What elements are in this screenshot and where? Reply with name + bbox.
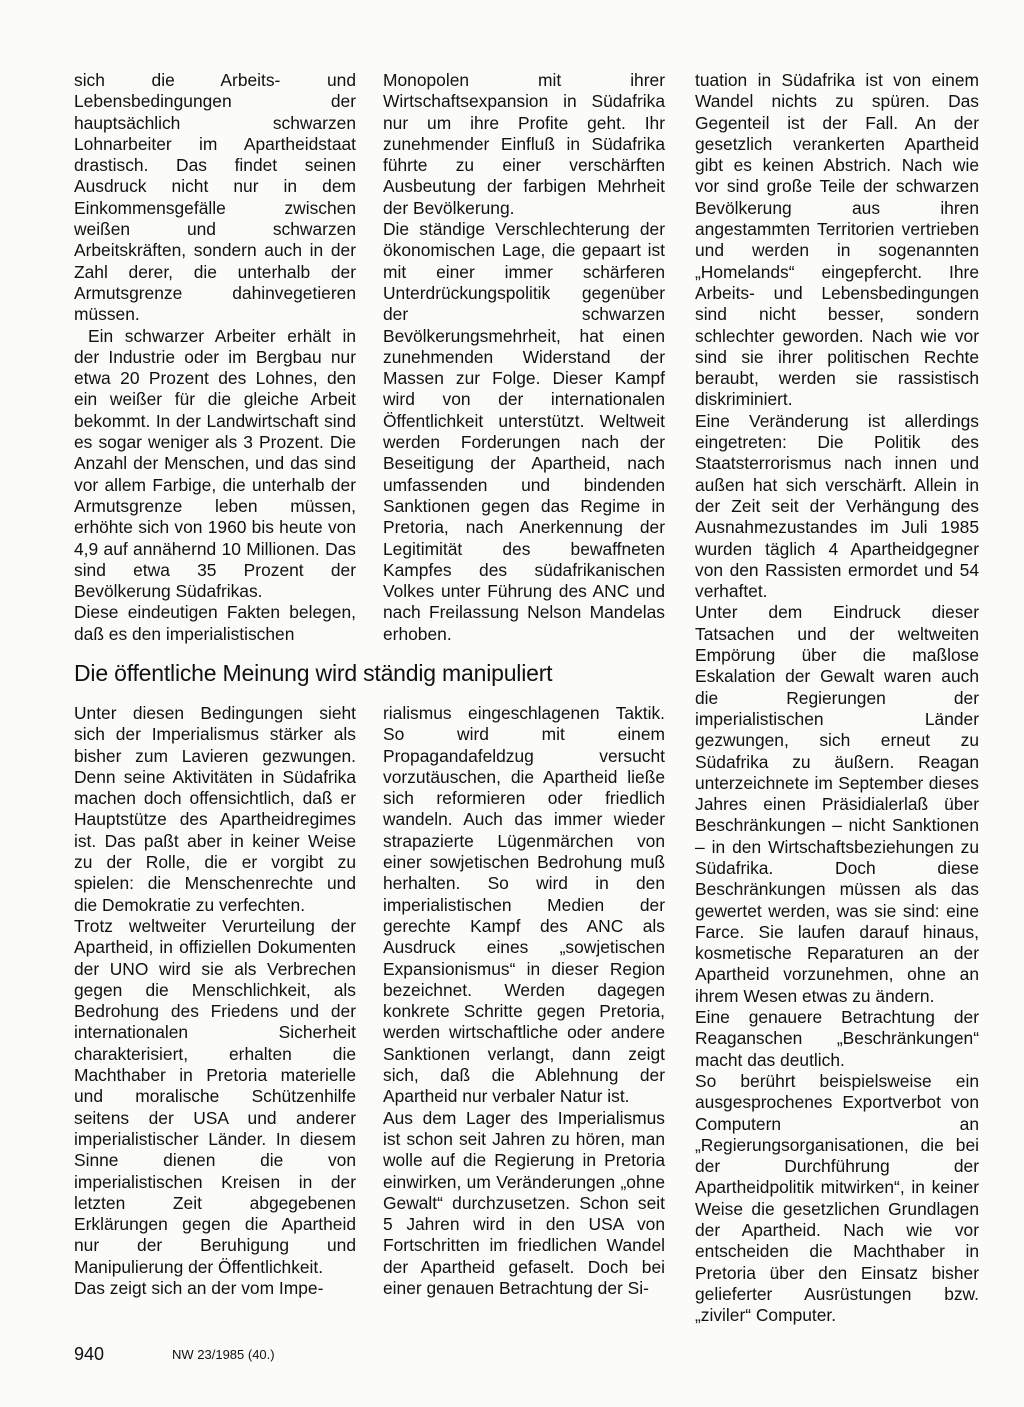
paragraph: rialismus eingeschlagenen Taktik. So wird mit einem Propagandafeldzug versucht vorzutäuschen, die Apartheid ließe sich reformieren oder friedlich wandeln. Auch das immer wieder strapazierte Lügenmärchen von einer sowjetischen Bedrohung muß herhalten. So wird in den imperialistischen Medien der gerechte Kampf des ANC als Ausdruck eines „sowjetischen Expansionismus“ in dieser Region bezeichnet. Werden dagegen konkrete Schritte gegen Pretoria, werden wirtschaftliche oder andere Sanktionen verlangt, dann zeigt sich, daß die Ablehnung der Apartheid nur verbaler Natur ist. — [383, 703, 665, 1107]
column-1-upper — [74, 70, 356, 645]
paragraph: Eine genauere Betrachtung der Reaganschen „Beschränkungen“ macht das deutlich. — [695, 1007, 979, 1070]
paragraph: Das zeigt sich an der vom Impe- — [74, 1278, 324, 1299]
paragraph: Diese eindeutigen Fakten belegen, daß es den imperialistischen — [74, 602, 356, 644]
paragraph: Unter dem Eindruck dieser Tatsachen und der weltweiten Empörung über die maßlose Eskalation der Gewalt waren auch die Regierungen der imperialistischen Länder gezwungen, sich erneut zu Südafrika zu äußern. Reagan unterzeichnete im September dieses Jahres einen Präsidialerlaß über Beschränkungen – nicht Sanktionen – in den Wirtschaftsbeziehungen zu Südafrika. Doch diese Beschränkungen müssen als das gewertet werden, was sie sind: eine Farce. Sie laufen darauf hinaus, kosmetische Reparaturen an der Apartheid vorzunehmen, ohne an ihrem Wesen etwas zu ändern. — [695, 602, 979, 1006]
column-1-lower — [74, 703, 356, 1299]
column-2-lower — [383, 703, 665, 1299]
paragraph: Eine Veränderung ist allerdings eingetreten: Die Politik des Staatsterrorismus nach innen und außen hat sich verschärft. Allein in der Zeit seit der Verhängung des Ausnahmezustandes im Juli 1985 wurden täglich 4 Apartheidgegner von den Rassisten ermordet und 54 verhaftet. — [695, 410, 979, 602]
column-2-upper — [383, 70, 665, 645]
paragraph: Monopolen mit ihrer Wirtschaftsexpansion in Südafrika nur um ihre Profite geht. Ihr zunehmender Einfluß in Südafrika führte zu einer verschärften Ausbeutung der farbigen Mehrheit der Bevölkerung. — [383, 70, 665, 218]
paragraph: Unter diesen Bedingungen sieht sich der Imperialismus stärker als bisher zum Lavieren gezwungen. Denn seine Aktivitäten in Südafrika machen doch offensichtlich, daß er Hauptstütze des Apartheidregimes ist. Das paßt aber in keiner Weise zu der Rolle, die er vorgibt zu spielen: die Menschenrechte und die Demokratie zu verfechten. — [74, 703, 356, 915]
paragraph: Trotz weltweiter Verurteilung der Apartheid, in offiziellen Dokumenten der UNO wird sie als Verbrechen gegen die Menschlichkeit, als Bedrohung des Friedens und der internationalen Sicherheit charakterisiert, erhalten die Machthaber in Pretoria materielle und moralische Schützenhilfe seitens der USA und anderer imperialistischer Länder. In diesem Sinne dienen die von imperialistischen Kreisen in der letzten Zeit abgegebenen Erklärungen gegen die Apartheid nur der Beruhigung und Manipulierung der Öffentlichkeit. — [74, 915, 356, 1277]
paragraph: Aus dem Lager des Imperialismus ist schon seit Jahren zu hören, man wolle auf die Regierung in Pretoria einwirken, um Veränderungen „ohne Gewalt“ durchzusetzen. Schon seit 5 Jahren wird in den USA von Fortschritten im friedlichen Wandel der Apartheid gefaselt. Doch bei einer genauen Betrachtung der Si- — [383, 1107, 665, 1299]
paragraph: Die ständige Verschlechterung der ökonomischen Lage, die gepaart ist mit einer immer schärferen Unterdrückungspolitik gegenüber der schwarzen Bevölkerungsmehrheit, hat einen zunehmenden Widerstand der Massen zur Folge. Dieser Kampf wird von der internationalen Öffentlichkeit unterstützt. Weltweit werden Forderungen nach der Beseitigung der Apartheid, nach umfassenden und bindenden Sanktionen gegen das Regime in Pretoria, nach Anerkennung der Legitimität des bewaffneten Kampfes des südafrikanischen Volkes unter Führung des ANC und nach Freilassung Nelson Mandelas erhoben. — [383, 219, 665, 644]
paragraph: sich die Arbeits- und Lebensbedingungen der hauptsächlich schwarzen Lohnarbeiter im Apartheidstaat drastisch. Das findet seinen Ausdruck nicht nur in dem Einkommensgefälle zwischen weißen und schwarzen Arbeitskräften, sondern auch in der Zahl derer, die unterhalb der Armutsgrenze dahinvegetieren müssen. — [74, 70, 356, 325]
paragraph: Ein schwarzer Arbeiter erhält in der Industrie oder im Bergbau nur etwa 20 Prozent des Lohnes, den ein weißer für die gleiche Arbeit bekommt. In der Landwirtschaft sind es sogar weniger als 3 Prozent. Die Anzahl der Menschen, und das sind vor allem Farbige, die unterhalb der Armutsgrenze leben müssen, erhöhte sich von 1960 bis heute von 4,9 auf annähernd 10 Millionen. Das sind etwa 35 Prozent der Bevölkerung Südafrikas. — [74, 325, 356, 602]
issue-label: NW 23/1985 (40.) — [172, 1347, 275, 1362]
page-number: 940 — [74, 1344, 105, 1364]
column-3 — [695, 70, 979, 1327]
paragraph: So berührt beispielsweise ein ausgesprochenes Exportverbot von Computern an „Regierungsorganisationen, die bei der Durchführung der Apartheidpolitik mitwirken“, in keiner Weise die gesetzlichen Grundlagen der Apartheid. Nach wie vor entscheiden die Machthaber in Pretoria über den Einsatz bisher gelieferter Ausrüstungen bzw. „ziviler“ Computer. — [695, 1070, 979, 1326]
section-headline: Die öffentliche Meinung wird ständig manipuliert — [74, 660, 553, 686]
paragraph: tuation in Südafrika ist von einem Wandel nichts zu spüren. Das Gegenteil ist der Fall. An der gesetzlich verankerten Apartheid gibt es keinen Abstrich. Nach wie vor sind große Teile der schwarzen Bevölkerung aus ihren angestammten Territorien vertrieben und werden in sogenannten „Homelands“ eingepfercht. Ihre Arbeits- und Lebensbedingungen sind nicht besser, sondern schlechter geworden. Nach wie vor sind sie ihrer politischen Rechte beraubt, werden sie rassistisch diskriminiert. — [695, 70, 979, 410]
